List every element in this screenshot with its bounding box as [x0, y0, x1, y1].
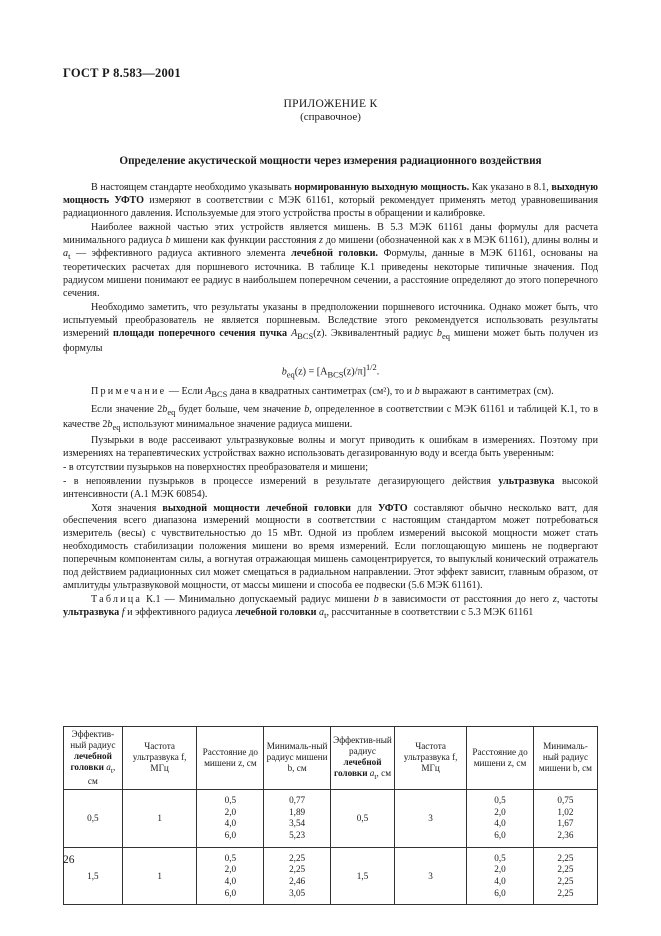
cell-radius: 0,5: [64, 789, 123, 847]
col-header-frequency: Частота ультразвука f, МГц: [122, 727, 197, 790]
paragraph-6: Хотя значения выходной мощности лечебной головки для УФТО составляют обычно несколько ватт, для обеспечения всего диапазона измерений мощности в соответствии с настоящим стандартом может потребоваться измеритель (весы) с чувствительностью до 15 мВт. Одной из проблем измерений высокой мощности может стать необходимость стабилизации положения мишени во время измерений. Если поглощающую мишень не подвергают поперечным компонентам силы, а вогнутая отражающая мишень самоцентрируется, то выпуклый конический отражатель под действием радиационных сил может смещаться в радиальном направлении. Этот эффект зависит, главным образом, от амплитуды ультразвуковой мощности, от массы мишени и способа ее подвески (5.6 МЭК 61161).: [63, 502, 598, 591]
table-caption: Таблица К.1 — Минимально допускаемый радиус мишени b в зависимости от расстояния до него z, частоты ультразвука f и эффективного радиуса лечебной головки $a_t$, рассчитанные в соответствии с 5.3 МЭК 61161: [63, 593, 598, 620]
col-header-min-radius: Минималь-ный радиус мишени b, см: [264, 727, 331, 790]
col-header-distance: Расстояние до мишени z, см: [467, 727, 534, 790]
cell-radius: 1,5: [64, 847, 123, 905]
col-header-radius: Эффектив-ный радиус лечебной головки $a_t$, см: [330, 727, 394, 790]
paragraph-1: В настоящем стандарте необходимо указывать нормированную выходную мощность. Как указано в 8.1, выходную мощность УФТО измеряют в соответствии с МЭК 61161, который рекомендует применять метод уравновешивания радиационного давления. Используемые для этого устройства просты в обращении и калибровке.: [63, 182, 598, 219]
cell-frequency: 1: [122, 789, 197, 847]
table-row: [64, 847, 598, 905]
col-header-frequency: Частота ультразвука f, МГц: [395, 727, 467, 790]
table-header-row: [64, 727, 598, 790]
cell-min-radii: 0,75 1,02 1,67 2,36: [533, 789, 597, 847]
cell-distances: 0,5 2,0 4,0 6,0: [467, 847, 534, 905]
page-number: 26: [63, 854, 75, 866]
cell-radius: 0,5: [330, 789, 394, 847]
formula: $b_{eq}(z) = [A_{BCS}(z)/\pi]^{1/2}$.: [281, 361, 380, 380]
cell-frequency: 1: [122, 847, 197, 905]
col-header-min-radius: Минималь-ный радиус мишени b, см: [533, 727, 597, 790]
table-k1: [63, 726, 598, 905]
cell-frequency: 3: [395, 789, 467, 847]
bullet-1: - в отсутствии пузырьков на поверхностях преобразователя и мишени;: [63, 461, 369, 473]
cell-distances: 0,5 2,0 4,0 6,0: [197, 847, 264, 905]
cell-min-radii: 2,25 2,25 2,46 3,05: [264, 847, 331, 905]
appendix-label: ПРИЛОЖЕНИЕ К: [283, 98, 378, 110]
cell-distances: 0,5 2,0 4,0 6,0: [467, 789, 534, 847]
paragraph-3: Необходимо заметить, что результаты указаны в предположении поршневого источника. Однако может быть, что испытуемый преобразователь не является поршневым. Вследствие этого рекомендуется использовать результаты измерений площади поперечного сечения пучка $A_{BCS}(z)$. Эквивалентный радиус $b_{eq}$ мишени может быть получен из формулы: [63, 302, 599, 354]
cell-min-radii: 0,77 1,89 3,54 5,23: [264, 789, 331, 847]
paragraph-2: Наиболее важной частью этих устройств является мишень. В 5.3 МЭК 61161 даны формулы для расчета минимального радиуса b мишени как функции расстояния z до мишени (обозначенной как x в МЭК 61161), длины волны и $a_t$ — эффективного радиуса активного элемента лечебной головки. Формулы, данные в МЭК 61161, основаны на теоретических расчетах для поршневого источника. В таблице К.1 приведены некоторые типичные значения. Под радиусом мишени понимают ее радиус в наибольшем поперечном сечении, а расстояние определяют до этого поперечного сечения.: [63, 221, 598, 300]
col-header-distance: Расстояние до мишени z, см: [197, 727, 264, 790]
paragraph-4: Если значение $2b_{eq}$ будет больше, чем значение b, определенное в соответствии с МЭК 61161 и таблицей К.1, то в качестве $2b_{eq}$ используют минимальное значение радиуса мишени.: [63, 404, 599, 433]
appendix-kind: (справочное): [300, 111, 361, 123]
section-title: Определение акустической мощности через измерения радиационного воздействия: [119, 155, 542, 167]
bullet-2: - в непоявлении пузырьков в процессе измерений в результате дегазирующего действия ультразвука высокой интенсивности (А.1 МЭК 60854).: [63, 475, 598, 500]
cell-min-radii: 2,25 2,25 2,25 2,25: [533, 847, 597, 905]
table-row: [64, 789, 598, 847]
cell-frequency: 3: [395, 847, 467, 905]
body-text: [63, 182, 598, 623]
doc-header: ГОСТ Р 8.583—2001: [63, 66, 181, 80]
paragraph-5: Пузырьки в воде рассеивают ультразвуковые волны и могут приводить к ошибкам в измерениях. Поэтому при измерениях на терапевтических устройствах важно использовать дегазированную воду и всегда быть уверенным:: [63, 434, 598, 459]
cell-distances: 0,5 2,0 4,0 6,0: [197, 789, 264, 847]
cell-radius: 1,5: [330, 847, 394, 905]
col-header-radius: Эффектив-ный радиус лечебной головки $a_t$, см: [64, 727, 123, 790]
note: Примечание — Если $A_{BCS}$ дана в квадратных сантиметрах (см²), то и b выражают в сантиметрах (см).: [91, 386, 554, 400]
